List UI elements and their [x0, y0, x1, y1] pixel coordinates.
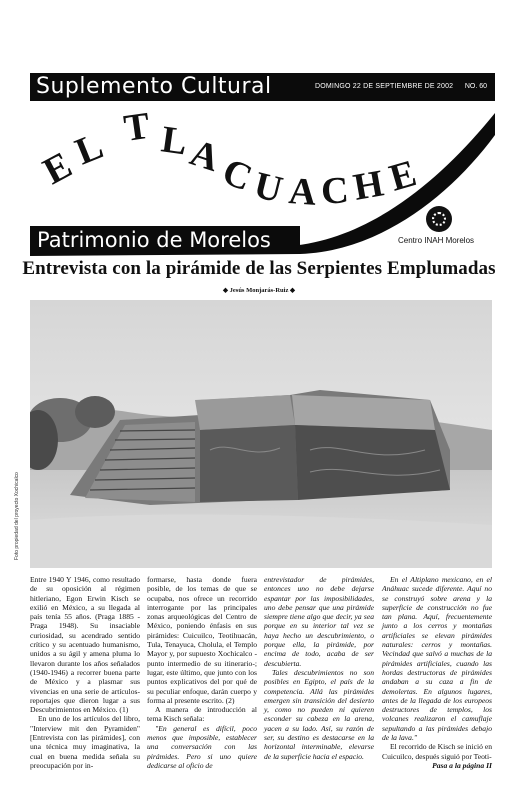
title-letter: E — [384, 152, 421, 200]
title-word — [37, 105, 421, 214]
article-column-4 — [382, 575, 492, 770]
title-letter: H — [350, 162, 387, 209]
quote-paragraph: "En general es difícil, poco menos que imposible, establecer una conversación con las pirámides. Pero si uno quiere dedicarse al oficio de — [147, 723, 257, 770]
supplement-label: Suplemento Cultural — [36, 74, 272, 99]
paragraph: formarse, hasta donde fuera posible, de los temas de que se ocupaba, nos ofrece un recorrido interrogante por las principales zonas arqueológicas del Centro de México, poniendo énfasis en sus pirámides: Cuicuilco, Teotihuacán, Tula, Tenayuca, Cholula, el Templo Mayor y, por supuesto Xochicalco -punto intermedio de su itinerario-; lugar, este último, que junto con los puntos explicativos del por qué de su peculiar enfoque, darán cuerpo y forma al presente escrito. (2) — [147, 575, 257, 705]
article-byline: ◆ Jesús Monjarás-Ruiz ◆ — [223, 287, 295, 294]
title-letter: L — [158, 118, 190, 164]
supplement-banner — [30, 73, 495, 101]
paragraph: En uno de los artículos del libro, "Interview mit den Pyramiden" [Entrevista con las pirámides], con una técnica muy imaginativa, la cual en buena medida señala su preocupación por in- — [30, 714, 140, 770]
article-column-2 — [147, 575, 257, 770]
quote-paragraph: Tales descubrimientos no son posibles en Egipto, el país de la competencia. Allá las pirámides emergen sin transición del desierto y, como no pueden ni quieren esconder su cabeza en la arena, yacen a su lado. Así, su razón de ser, su destino es destacarse en la horizontal interminable, elevarse de la superficie hacia el espacio. — [264, 667, 374, 761]
article-column-1 — [30, 575, 140, 770]
quote-paragraph: entrevistador de pirámides, entonces uno no debe dejarse espantar por las imposibilidades, uno debe pensar que una pirámide siempre tiene algo que decir, ya sea porque en su interior tal vez se haya hecho un descubrimiento, o porque ella, la pirámide, por encima de todo, acaba de ser descubierta. — [264, 575, 374, 668]
title-letter: C — [216, 150, 258, 200]
paragraph: A manera de introducción al tema Kisch señala: — [147, 705, 257, 724]
title-letter: C — [319, 169, 351, 213]
title-letter: A — [185, 131, 225, 181]
title-letter: E — [36, 143, 79, 193]
issue-date: DOMINGO 22 DE SEPTIEMBRE DE 2002 — [315, 83, 454, 90]
paragraph: Entre 1940 Y 1946, como resultado de su oposición al régimen hitleriano, Egon Erwin Kisch se exilió en México, a su llegada al país tenía 55 años. (Praga 1885 - Praga 1948). Su insaciable curiosidad, su acendrado sentido crítico y su acentuado humanismo, unidos a su ágil y amena pluma lo llevaron durante los años señalados (1940-1946) a recorrer buena parte de México y a plasmar sus vivencias en una serie de artículos-reportajes que dieron lugar a sus Descubrimientos en México. (1) — [30, 575, 140, 715]
article-column-3 — [264, 575, 374, 761]
subtitle-bar — [30, 226, 300, 254]
continued-on-link[interactable]: Pasa a la página II — [432, 760, 492, 770]
pyramid-photo — [30, 300, 492, 568]
subtitle: Patrimonio de Morelos — [37, 228, 271, 252]
quote-paragraph: En el Altiplano mexicano, en el Anáhuac sucede diferente. Aquí no se construyó sobre arena y la superficie de construcción no fue tan plana. Aquí, frecuentemente junto a los cerros y montañas artificiales se elevan pirámides naturales: cerros y montañas. Vecindad que salvó a muchas de la pirámides artificiales, cuando las hordas destructoras de pirámides andaban a su caza a fin de demolertas. En algunos lugares, antes de la llegada de los europeos destructores de templos, los volcanes realizaron el camuflaje sepultando a las pirámides debajo de la lava." — [382, 575, 492, 743]
title-letter: T — [121, 104, 153, 150]
title-letter: L — [69, 124, 109, 174]
issue-number: NO. 60 — [464, 83, 487, 90]
article-headline: Entrevista con la pirámide de las Serpientes Emplumadas — [22, 258, 496, 279]
article-body — [30, 575, 493, 790]
institution-label: Centro INAH Morelos — [398, 236, 475, 245]
photo-credit: Foto propiedad del proyecto Xochicalco — [14, 472, 20, 560]
inah-seal-icon — [426, 206, 452, 232]
title-letter: U — [249, 163, 287, 212]
paragraph: El recorrido de Kisch se inició en Cuicuilco, después siguió por Teoti- — [382, 742, 492, 761]
title-letter: A — [287, 170, 318, 214]
